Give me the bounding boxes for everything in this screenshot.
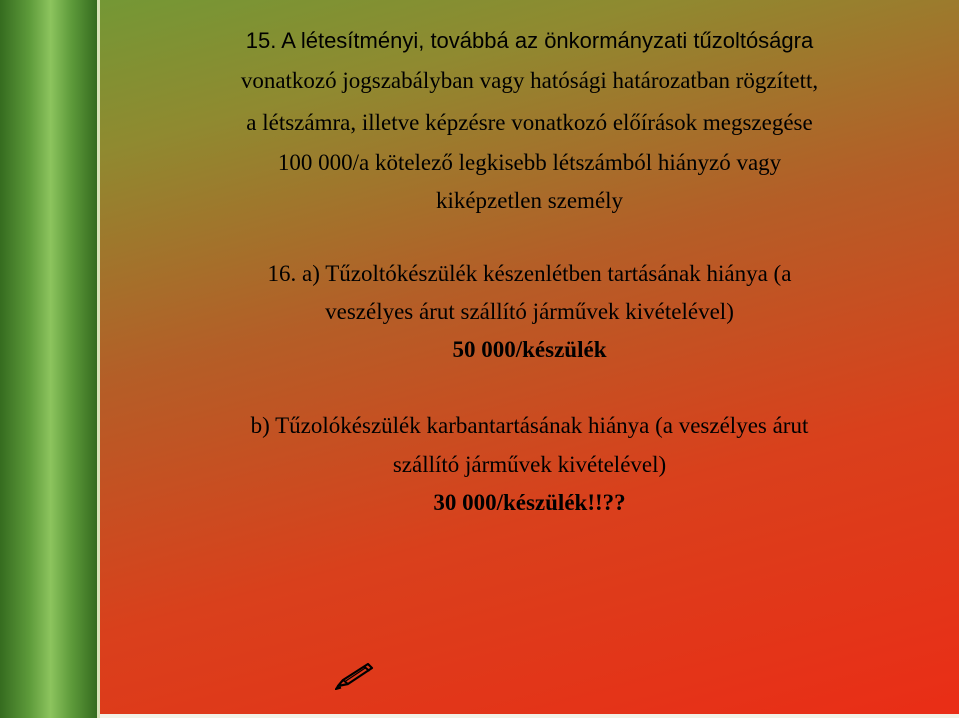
section-16b-line-2: szállító járművek kivételével) xyxy=(392,452,667,477)
section-15-line-1: 15. A létesítményi, továbbá az önkormányzati tűzoltóságra xyxy=(245,28,814,53)
section-16b-line-1: b) Tűzolókészülék karbantartásának hiánya (a veszélyes árut xyxy=(250,413,809,438)
section-16b-fine: 30 000/készülék!!?? xyxy=(433,490,626,515)
section-15-line-4: 100 000/a kötelező legkisebb létszámból hiányzó vagy xyxy=(277,150,782,175)
section-16a-line-1: 16. a) Tűzoltókészülék készenlétben tartásának hiánya (a xyxy=(267,261,792,286)
bottom-strip xyxy=(100,714,959,718)
section-15-line-2: vonatkozó jogszabályban vagy hatósági határozatban rögzített, xyxy=(240,68,819,93)
section-15-line-5: kiképzetlen személy xyxy=(435,188,624,213)
pencil-icon xyxy=(335,660,375,690)
section-16a-line-2: veszélyes árut szállító járművek kivételével) xyxy=(325,299,734,324)
left-decorative-bar xyxy=(0,0,97,718)
section-15-line-3: a létszámra, illetve képzésre vonatkozó előírások megszegése xyxy=(246,110,813,135)
section-16a-fine: 50 000/készülék xyxy=(452,337,607,362)
